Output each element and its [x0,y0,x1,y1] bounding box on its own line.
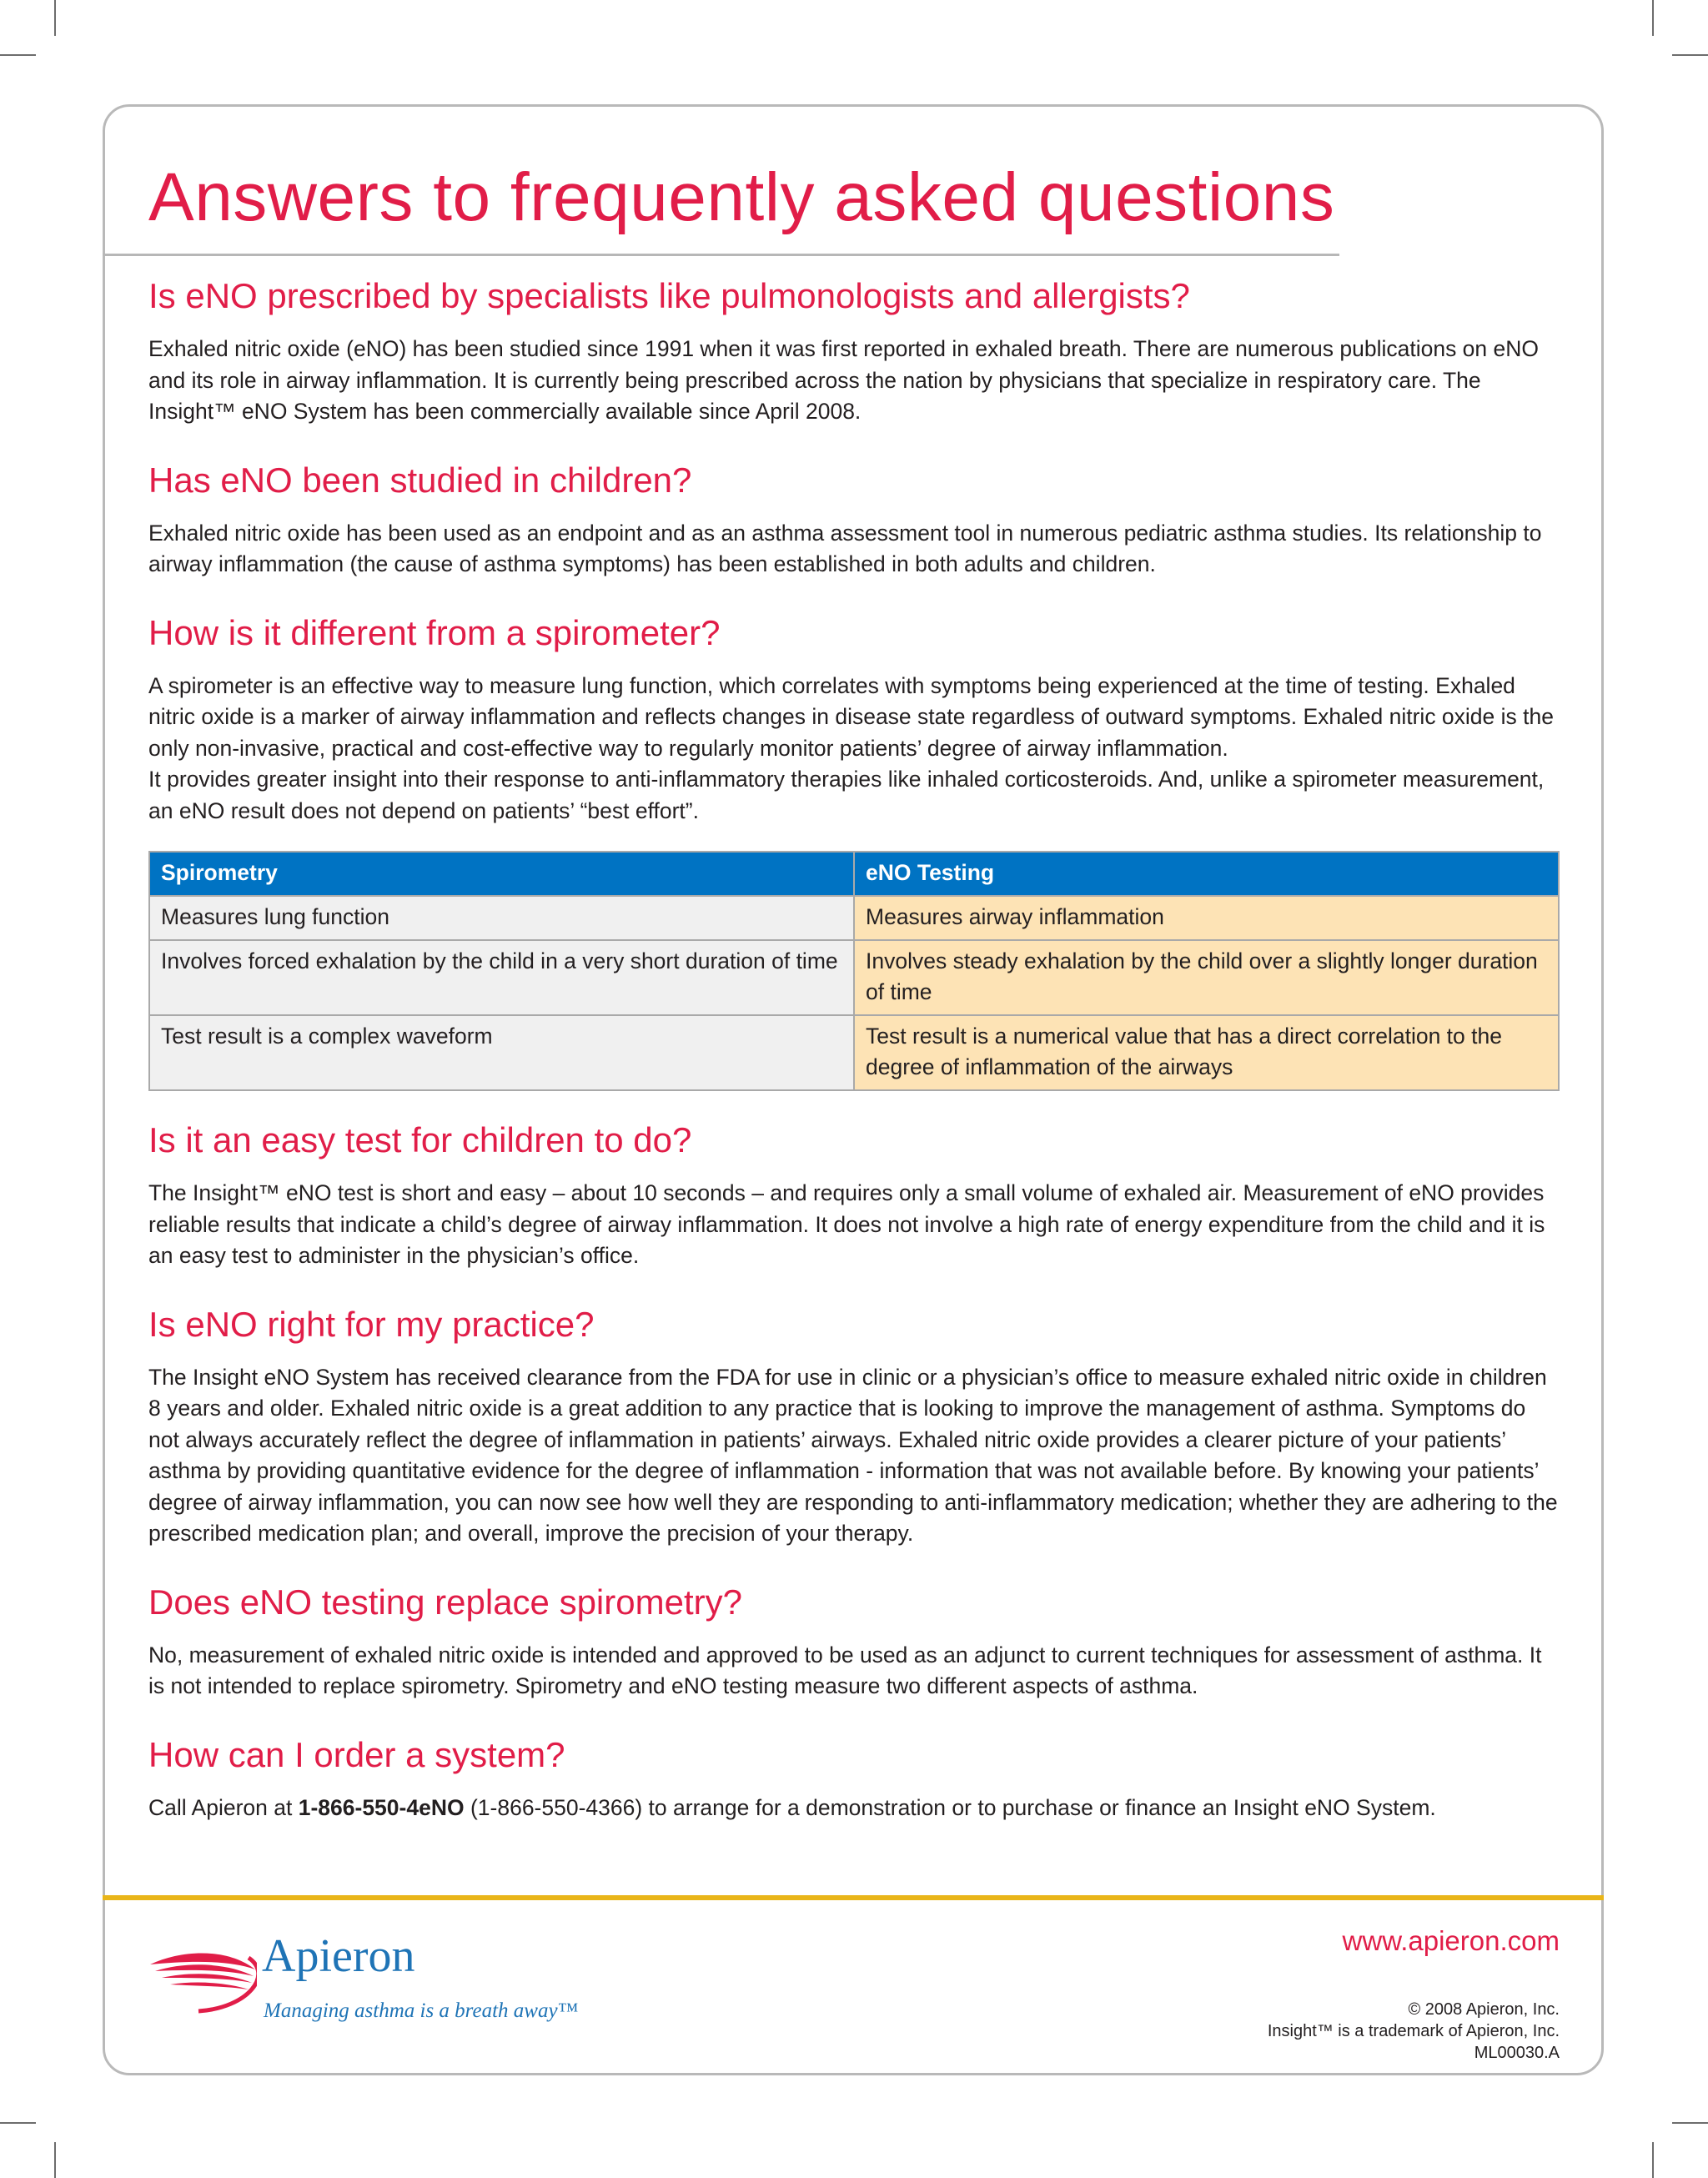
faq-answer: A spirometer is an effective way to measure lung function, which correlates with symptoms being experienced at the time of testing. Exhaled nitric oxide is a marker of airway inflammation and reflects changes in disease state regardless of outward symptoms. Exhaled nitric oxide is the only non-invasive, practical and cost-effective way to regularly monitor patients’ degree of airway inflammation. [148,672,1554,761]
trademark-notice: Insight™ is a trademark of Apieron, Inc. [1267,2022,1560,2040]
faq-answer: Exhaled nitric oxide (eNO) has been studied since 1991 when it was first reported in exhaled breath. There are numerous publications on eNO and its role in airway inflammation. It is currently being prescribed across the nation by physicians that specialize in respiratory care. The Insight™ eNO System has been commercially available since April 2008. [148,336,1540,424]
answer-prefix: Call Apieron at [148,1794,299,1820]
table-cell: Involves forced exhalation by the child in a very short duration of time [149,940,854,1015]
crop-mark [1652,0,1654,36]
faq-question: How can I order a system? [148,1734,565,1774]
table-cell: Measures lung function [149,896,854,940]
title-divider [103,254,1339,256]
table-cell: Measures airway inflammation [854,896,1559,940]
faq-question: Does eNO testing replace spirometry? [148,1582,742,1622]
table-cell: Involves steady exhalation by the child over a slightly longer duration of time [854,940,1559,1015]
answer-suffix: (1-866-550-4366) to arrange for a demonstration or to purchase or finance an Insight eNO System. [464,1794,1436,1820]
faq-answer: The Insight™ eNO test is short and easy – about 10 seconds – and requires only a small volume of exhaled air. Measurement of eNO provides reliable results that indicate a child’s degree of airway inflammation. It does not involve a high rate of energy expenditure from the child and it is an easy test to administer in the physician’s office. [148,1180,1545,1268]
faq-question: How is it different from a spirometer? [148,612,721,652]
faq-question: Is eNO prescribed by specialists like pulmonologists and allergists? [148,276,1190,315]
crop-mark [0,54,36,56]
crop-mark [54,2142,56,2178]
comparison-table [148,851,1560,1091]
faq-item [148,604,1560,1092]
faq-item [148,267,1560,428]
faq-item [148,1295,1560,1550]
brand-name: Apieron [262,1930,415,1982]
faq-answer: The Insight eNO System has received clearance from the FDA for use in clinic or a physician’s office to measure exhaled nitric oxide in children 8 years and older. Exhaled nitric oxide is a great addition to any practice that is looking to improve the management of asthma. Symptoms do not always accurately reflect the degree of inflammation in patients’ airways. Exhaled nitric oxide provides a clearer picture of your patients’ asthma by providing quantitative evidence for the degree of inflammation - information that was not available before. By knowing your patients’ degree of airway inflammation, you can now see how well they are responding to anti-inflammatory medication; whether they are adhering to the prescribed medication plan; and overall, improve the precision of your therapy. [148,1364,1558,1546]
faq-answer [148,1793,1560,1824]
wing-logo-icon [148,1941,257,2016]
phone-number: 1-866-550-4eNO [298,1794,465,1820]
faq-answer: Exhaled nitric oxide has been used as an endpoint and as an asthma assessment tool in numerous pediatric asthma studies. Its relationship to airway inflammation (the cause of asthma symptoms) has been established in both adults and children. [148,520,1542,576]
table-row [149,1015,1559,1090]
table-header-spirometry: Spirometry [149,852,854,896]
faq-question: Has eNO been studied in children? [148,460,692,500]
website-link[interactable]: www.apieron.com [1342,1925,1560,1956]
faq-question: Is it an easy test for children to do? [148,1120,692,1159]
crop-mark [54,0,56,36]
crop-mark [0,2122,36,2124]
faq-item [148,1726,1560,1824]
faq-item [148,1573,1560,1703]
faq-content [148,267,1560,1847]
crop-mark [1672,54,1708,56]
faq-answer-continued: It provides greater insight into their response to anti-inflammatory therapies like inhaled corticosteroids. And, unlike a spirometer measurement, an eNO result does not depend on patients’ “best effort”. [148,767,1545,823]
table-cell: Test result is a numerical value that has a direct correlation to the degree of inflammation of the airways [854,1015,1559,1090]
crop-mark [1672,2122,1708,2124]
apieron-logo [148,1923,649,2031]
table-header-eno-testing: eNO Testing [854,852,1559,896]
table-row [149,940,1559,1015]
crop-mark [1652,2142,1654,2178]
copyright: © 2008 Apieron, Inc. [1408,2000,1560,2019]
faq-item [148,1111,1560,1272]
table-row [149,896,1559,940]
footer-divider [103,1895,1604,1900]
faq-item [148,451,1560,581]
table-cell: Test result is a complex waveform [149,1015,854,1090]
footer-info [1268,1925,1560,2064]
page-title: Answers to frequently asked questions [148,159,1335,235]
faq-answer: No, measurement of exhaled nitric oxide is intended and approved to be used as an adjunct to current techniques for assessment of asthma. It is not intended to replace spirometry. Spirometry and eNO testing measure two different aspects of asthma. [148,1642,1542,1698]
faq-question: Is eNO right for my practice? [148,1304,595,1344]
document-code: ML00030.A [1474,2044,1560,2062]
tagline: Managing asthma is a breath away™ [264,1999,579,2022]
table-header-row [149,852,1559,896]
